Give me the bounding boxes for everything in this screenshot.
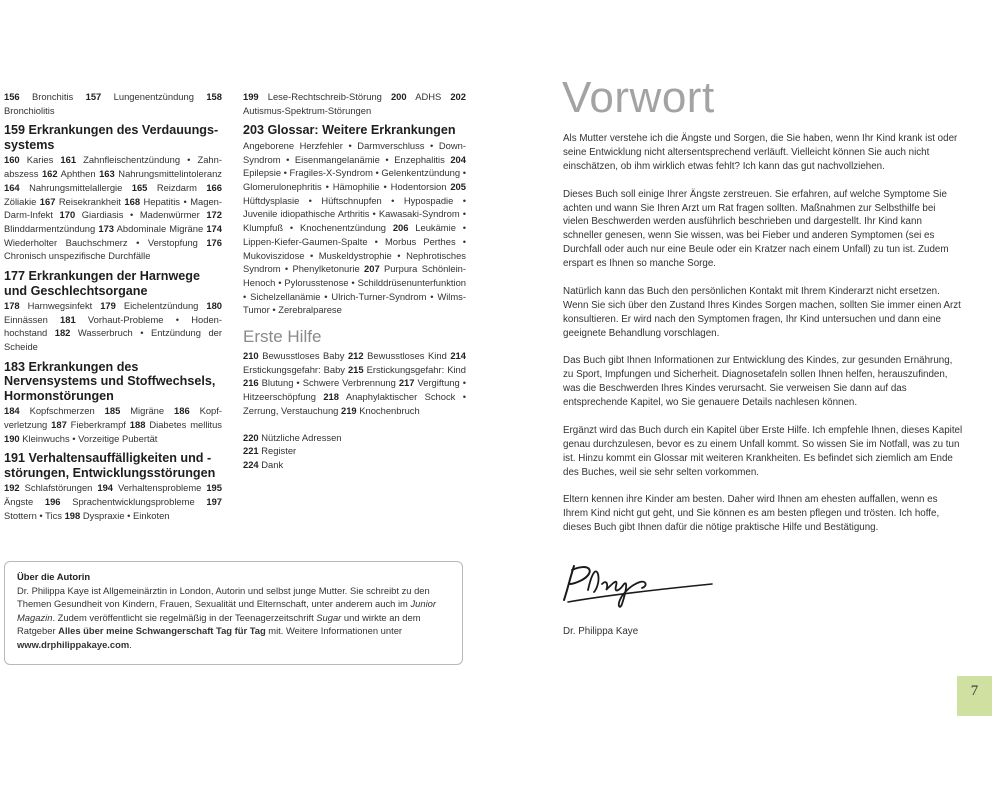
entry-text: Hüftdysplasie • Hüftschnupfen • Hypospadie • Juvenile idiopathische Arthritis • Kawasaki-Syndrom • Klumpfuß • Knochenentzündung bbox=[243, 194, 466, 234]
author-bio: Dr. Philippa Kaye ist Allgemeinärztin in London, Autorin und selbst junge Mutter. Sie schreibt zu den Themen Gesundheit von Kindern, Frauen, Sexualität und Elternschaft, unter anderem auch im Junior Magazin. Zudem veröffentlicht sie regelmäßig in der Teenagerzeitschrift Sugar und wirkte an dem Ratgeber Alles über meine Schwangerschaft Tag für Tag mit. Weitere Informationen unter www.drphilippakaye.com. bbox=[17, 584, 436, 650]
entry-text: Epilepsie • Fragiles-X-Syndrom • Gelenkentzündung • Glomerulonephritis • Hämophilie • Hodentorsion bbox=[243, 167, 466, 193]
entry-text: Einnässen bbox=[4, 313, 61, 325]
contents-entry bbox=[243, 431, 466, 445]
entry-text: Knochenbruch bbox=[356, 404, 420, 416]
contents-entry bbox=[243, 444, 466, 458]
entry-text: Autismus-Spektrum-Störungen bbox=[243, 104, 372, 116]
entry-text: Zahnfleischentzündung • Zahnabszess bbox=[4, 154, 222, 180]
entry-page-number: 179 bbox=[100, 300, 116, 312]
contents-entry bbox=[391, 91, 450, 102]
entry-page-number: 173 bbox=[98, 222, 115, 234]
entry-page-number: 192 bbox=[4, 482, 20, 494]
entry-text: Abdominale Migräne bbox=[114, 222, 207, 234]
contents-entry bbox=[60, 209, 207, 220]
entry-page-number: 186 bbox=[174, 405, 190, 417]
entry-page-number: 212 bbox=[347, 350, 364, 362]
entry-page-number: 161 bbox=[60, 154, 77, 166]
entry-page-number: 206 bbox=[392, 222, 409, 234]
signature-image bbox=[562, 560, 722, 610]
entry-text: Aphthen bbox=[57, 168, 100, 180]
entry-page-number: 196 bbox=[44, 496, 61, 508]
entry-page-number: 210 bbox=[243, 350, 259, 362]
entry-page-number: 167 bbox=[39, 195, 56, 207]
entry-text: Vorhaut-Probleme • Hodenhochstand bbox=[4, 313, 222, 339]
entry-text: Giardiasis • Madenwürmer bbox=[75, 209, 207, 221]
entry-page-number: 182 bbox=[54, 327, 71, 339]
foreword-text bbox=[563, 132, 963, 549]
author-box-title: Über die Autorin bbox=[17, 571, 91, 582]
contents-entry bbox=[51, 419, 130, 430]
contents-entry bbox=[105, 405, 174, 416]
entry-text: Zöliakie bbox=[4, 195, 40, 207]
section-body bbox=[4, 404, 222, 445]
entry-page-number: 168 bbox=[124, 195, 141, 207]
entry-page-number: 184 bbox=[4, 405, 20, 417]
entry-text: Nützliche Adressen bbox=[258, 431, 342, 443]
entry-page-number: 190 bbox=[4, 432, 20, 444]
entry-page-number: 217 bbox=[398, 377, 415, 389]
entry-page-number: 224 bbox=[243, 458, 259, 470]
author-box bbox=[4, 561, 463, 665]
contents-entry bbox=[4, 300, 100, 311]
paragraph: Ergänzt wird das Buch durch ein Kapitel über Erste Hilfe. Ich empfehle Ihnen, dieses Kapitel genau durchzulesen, bevor es zu einem Unfall kommt. So wissen Sie im Notfall, was zu tun ist. Hinzu kommt ein Glossar mit weiteren Krankheiten. Es befindet sich ziemlich am Ende des Buches, weil sie sehr selten vorkommen. bbox=[563, 424, 963, 478]
entry-text: Kleinwuchs • Vorzeitige Pubertät bbox=[19, 432, 158, 444]
contents-entry bbox=[100, 300, 206, 311]
entry-page-number: 185 bbox=[104, 405, 121, 417]
page-number: 7 bbox=[957, 676, 992, 716]
contents-section bbox=[4, 360, 222, 446]
entry-text: Fieberkrampf bbox=[66, 419, 130, 431]
contents-entry bbox=[243, 91, 391, 102]
entry-page-number: 194 bbox=[97, 482, 114, 494]
entry-page-number: 205 bbox=[450, 181, 466, 193]
contents-entry bbox=[4, 154, 60, 165]
contents-entry bbox=[243, 140, 466, 165]
entry-page-number: 197 bbox=[206, 496, 223, 508]
entry-page-number: 164 bbox=[4, 181, 20, 193]
entry-text: Harnwegsinfekt bbox=[19, 300, 101, 312]
entry-page-number: 207 bbox=[364, 263, 380, 275]
contents-entry bbox=[341, 405, 420, 416]
page-title: Vorwort bbox=[562, 73, 715, 122]
entry-page-number: 178 bbox=[4, 300, 20, 312]
entry-page-number: 220 bbox=[243, 431, 259, 443]
entry-text: Blinddarmentzündung bbox=[4, 222, 99, 234]
contents-entry bbox=[65, 510, 170, 521]
entry-page-number: 174 bbox=[206, 222, 222, 234]
entry-text: Anaphylaktischer Schock • Zerrung, Verstauchung bbox=[243, 391, 466, 416]
contents-entry bbox=[45, 496, 206, 507]
contents-entry bbox=[243, 350, 348, 361]
entry-text: Ängste bbox=[4, 496, 45, 508]
entry-page-number: 218 bbox=[323, 391, 339, 403]
entry-text: Bewusstloses Baby bbox=[258, 350, 348, 362]
entry-page-number: 188 bbox=[129, 419, 146, 431]
entry-page-number: 204 bbox=[450, 153, 466, 165]
section-title: 177 Erkrankungen der Harnwege und Geschlechtsorgane bbox=[4, 269, 200, 298]
entry-text: Blutung • Schwere Verbrennung bbox=[258, 377, 399, 389]
signer-name: Dr. Philippa Kaye bbox=[563, 626, 639, 637]
entry-page-number: 176 bbox=[206, 236, 222, 248]
contents-entry bbox=[4, 433, 157, 444]
entry-text: Migräne bbox=[120, 405, 175, 417]
entry-text: Kopfschmerzen bbox=[19, 405, 105, 417]
section-title: 203 Glossar: Weitere Erkrankungen bbox=[243, 123, 456, 138]
entry-text: Wiederholter Bauchschmerz • Verstopfung bbox=[4, 236, 207, 248]
contents-entry bbox=[243, 458, 466, 472]
contents-entry bbox=[4, 182, 132, 193]
section-body bbox=[4, 90, 222, 117]
section-body bbox=[243, 139, 466, 317]
contents-entry bbox=[243, 377, 399, 388]
entry-text: Bewusstloses Kind bbox=[363, 350, 451, 362]
contents-section bbox=[4, 90, 222, 117]
contents-entry bbox=[4, 482, 97, 493]
entry-page-number: 200 bbox=[390, 91, 407, 102]
entry-page-number: 163 bbox=[99, 168, 115, 180]
entry-page-number: 172 bbox=[206, 209, 222, 221]
entry-page-number: 156 bbox=[4, 91, 20, 102]
section-body bbox=[4, 153, 222, 263]
contents-entry bbox=[132, 182, 207, 193]
contents-entry bbox=[4, 91, 86, 102]
entry-text: Angeborene Herzfehler • Darmverschluss • Down-Syndrom • Eisenmangelanämie • Enzephalitis bbox=[243, 139, 466, 165]
entry-text: Reizdarm bbox=[147, 181, 207, 193]
entry-text: Dank bbox=[258, 458, 284, 470]
entry-text: Diabetes mellitus bbox=[145, 419, 222, 431]
entry-text: Nahrungsmittelintoleranz bbox=[114, 168, 222, 180]
entry-text: Kopfverletzung bbox=[4, 405, 222, 431]
entry-text: Erstickungsgefahr: Kind bbox=[363, 363, 466, 375]
entry-page-number: 162 bbox=[41, 168, 58, 180]
entry-page-number: 216 bbox=[243, 377, 259, 389]
paragraph: Natürlich kann das Buch den persönlichen Kontakt mit Ihrem Kinderarzt nicht ersetzen. Wenn Sie sich über den Zustand Ihres Kindes Sorgen machen, sollten Sie immer einen Arzt konsultieren. Er wird nach den Symptomen fragen, Ihr Kind untersuchen und dann eine geeignete Behandlung vorschlagen. bbox=[563, 285, 961, 339]
entry-page-number: 221 bbox=[243, 445, 259, 457]
contents-column-2 bbox=[243, 90, 466, 472]
entry-text: Stottern • Tics bbox=[4, 509, 65, 521]
entry-text: Karies bbox=[19, 154, 61, 166]
entry-text: Nahrungsmittelallergie bbox=[19, 181, 132, 193]
entry-text: Lese-Rechtschreib-Störung bbox=[258, 91, 391, 102]
contents-entry bbox=[4, 405, 105, 416]
entry-page-number: 165 bbox=[131, 181, 148, 193]
entry-text: Dyspraxie • Einkoten bbox=[80, 509, 170, 521]
entry-text: Hepatitis • Magen-Darm-Infekt bbox=[4, 195, 222, 221]
section-title: 183 Erkrankungen des Nervensystems und Stoffwechsels, Hormonstörungen bbox=[4, 359, 216, 403]
first-aid-heading: Erste Hilfe bbox=[243, 327, 322, 347]
entry-text: Bronchiolitis bbox=[4, 104, 55, 116]
entry-page-number: 157 bbox=[85, 91, 102, 102]
entry-page-number: 202 bbox=[450, 91, 466, 102]
entry-page-number: 181 bbox=[60, 313, 76, 325]
author-website-link[interactable]: www.drphilippakaye.com bbox=[17, 638, 130, 650]
paragraph: Dieses Buch soll einige Ihrer Ängste zerstreuen. Sie erfahren, auf welche Symptome Sie achten und wann Sie Ihren Arzt um Rat fragen sollten. Maßnahmen zur Selbsthilfe bei vielen Beschwerden werden ausführlich beschrieben und dargestellt. Ihr Kind kann schneller genesen, wenn Sie wissen, was bei Fieber und anderen Symptomen (sei es Durchfall oder auch nur eine Beule oder ein Kratzer nach einem Unfall) zu tun ist. Zudem erspart es Ihnen so manche Sorge. bbox=[563, 188, 949, 270]
entry-page-number: 195 bbox=[206, 482, 222, 494]
paragraph: Als Mutter verstehe ich die Ängste und Sorgen, die Sie haben, wenn Ihr Kind krank ist oder seine Entwicklung nicht altersentsprechend verläuft. Vielleicht können Sie auch nicht einschätzen, ob ihm wirklich etwas fehlt? Ich kann das gut nachvollziehen. bbox=[563, 133, 958, 172]
entry-text: Schlafstörungen bbox=[19, 482, 98, 494]
entry-text: Wasserbruch • Entzündung der Scheide bbox=[4, 327, 222, 353]
entry-page-number: 219 bbox=[340, 404, 357, 416]
entry-page-number: 180 bbox=[206, 300, 223, 312]
entry-page-number: 160 bbox=[4, 154, 20, 166]
contents-entry bbox=[40, 196, 125, 207]
entry-text: Vergiftung • Hitzeerschöpfung bbox=[243, 377, 466, 403]
entry-text: Leukämie • Lippen-Kiefer-Gaumen-Spalte • Morbus Perthes • Mukoviszidose • Muskeldystrophie • Nephrotisches Syndrom • Phenylketonurie bbox=[243, 222, 466, 275]
contents-entry bbox=[348, 350, 450, 361]
contents-section bbox=[4, 451, 222, 522]
contents-entry bbox=[98, 223, 206, 234]
contents-entry bbox=[130, 419, 222, 430]
contents-section bbox=[4, 269, 222, 354]
entry-page-number: 198 bbox=[64, 509, 81, 521]
entry-page-number: 166 bbox=[206, 181, 222, 193]
entry-text: ADHS bbox=[406, 91, 451, 102]
entry-page-number: 199 bbox=[243, 91, 259, 102]
contents-entry bbox=[42, 168, 99, 179]
entry-text: Register bbox=[258, 445, 297, 457]
entry-text: Verhaltensprobleme bbox=[113, 482, 207, 494]
contents-section bbox=[243, 90, 466, 117]
entry-text: Purpura Schönlein-Henoch • Pylorusstenose • Schilddrüsenunterfunktion • Sichelzellanämie • Ulrich-Turner-Syndrom • Wilms-Tumor • Zerebralparese bbox=[243, 263, 466, 316]
entry-text: Bronchitis bbox=[19, 91, 86, 102]
contents-entry bbox=[99, 168, 222, 179]
entry-text: Reisekrankheit bbox=[55, 195, 125, 207]
entry-text: Chronisch unspezifische Durchfälle bbox=[4, 250, 151, 262]
section-body bbox=[4, 481, 222, 522]
entry-page-number: 215 bbox=[347, 363, 364, 375]
appendix-list bbox=[243, 431, 466, 472]
contents-column-1 bbox=[4, 90, 222, 529]
entry-page-number: 214 bbox=[450, 350, 466, 362]
first-aid-body bbox=[243, 349, 466, 418]
section-title: 191 Verhaltensauffälligkeiten und -störungen, Entwicklungsstörungen bbox=[4, 451, 216, 480]
entry-text: Lungenentzündung bbox=[101, 91, 207, 102]
contents-entry bbox=[86, 91, 207, 102]
paragraph: Das Buch gibt Ihnen Informationen zur Entwicklung des Kindes, zur gesunden Ernährung, zu Sport, Impfungen und Sicherheit. Diagnosetafeln sollen Ihnen helfen, herauszufinden, was die Beschwerden Ihres Kindes verursacht. Sie verweisen Sie dann auf das entsprechende Kapitel, wo Sie genauere Details nachlesen können. bbox=[563, 355, 953, 409]
contents-entry bbox=[348, 364, 466, 375]
contents-section bbox=[4, 123, 222, 263]
entry-page-number: 187 bbox=[51, 419, 67, 431]
entry-page-number: 158 bbox=[206, 91, 222, 102]
contents-entry bbox=[97, 482, 206, 493]
section-body bbox=[243, 90, 466, 117]
entry-page-number: 170 bbox=[59, 209, 76, 221]
section-body bbox=[4, 299, 222, 354]
section-title: 159 Erkrankungen des Verdauungssystems bbox=[4, 123, 219, 152]
entry-text: Sprachentwicklungsprobleme bbox=[60, 496, 207, 508]
entry-text: Erstickungsgefahr: Baby bbox=[243, 363, 348, 375]
entry-text: Eichelentzündung bbox=[115, 300, 207, 312]
glossary-section bbox=[243, 123, 466, 317]
paragraph: Eltern kennen ihre Kinder am besten. Daher wird Ihnen am ehesten auffallen, wenn es Ihrem Kind nicht gut geht, und Sie können es am besten pflegen und trösten. Ich hoffe, dieses Buch gibt Ihnen dafür die nötige praktische Hilfe und Bestätigung. bbox=[563, 494, 940, 534]
